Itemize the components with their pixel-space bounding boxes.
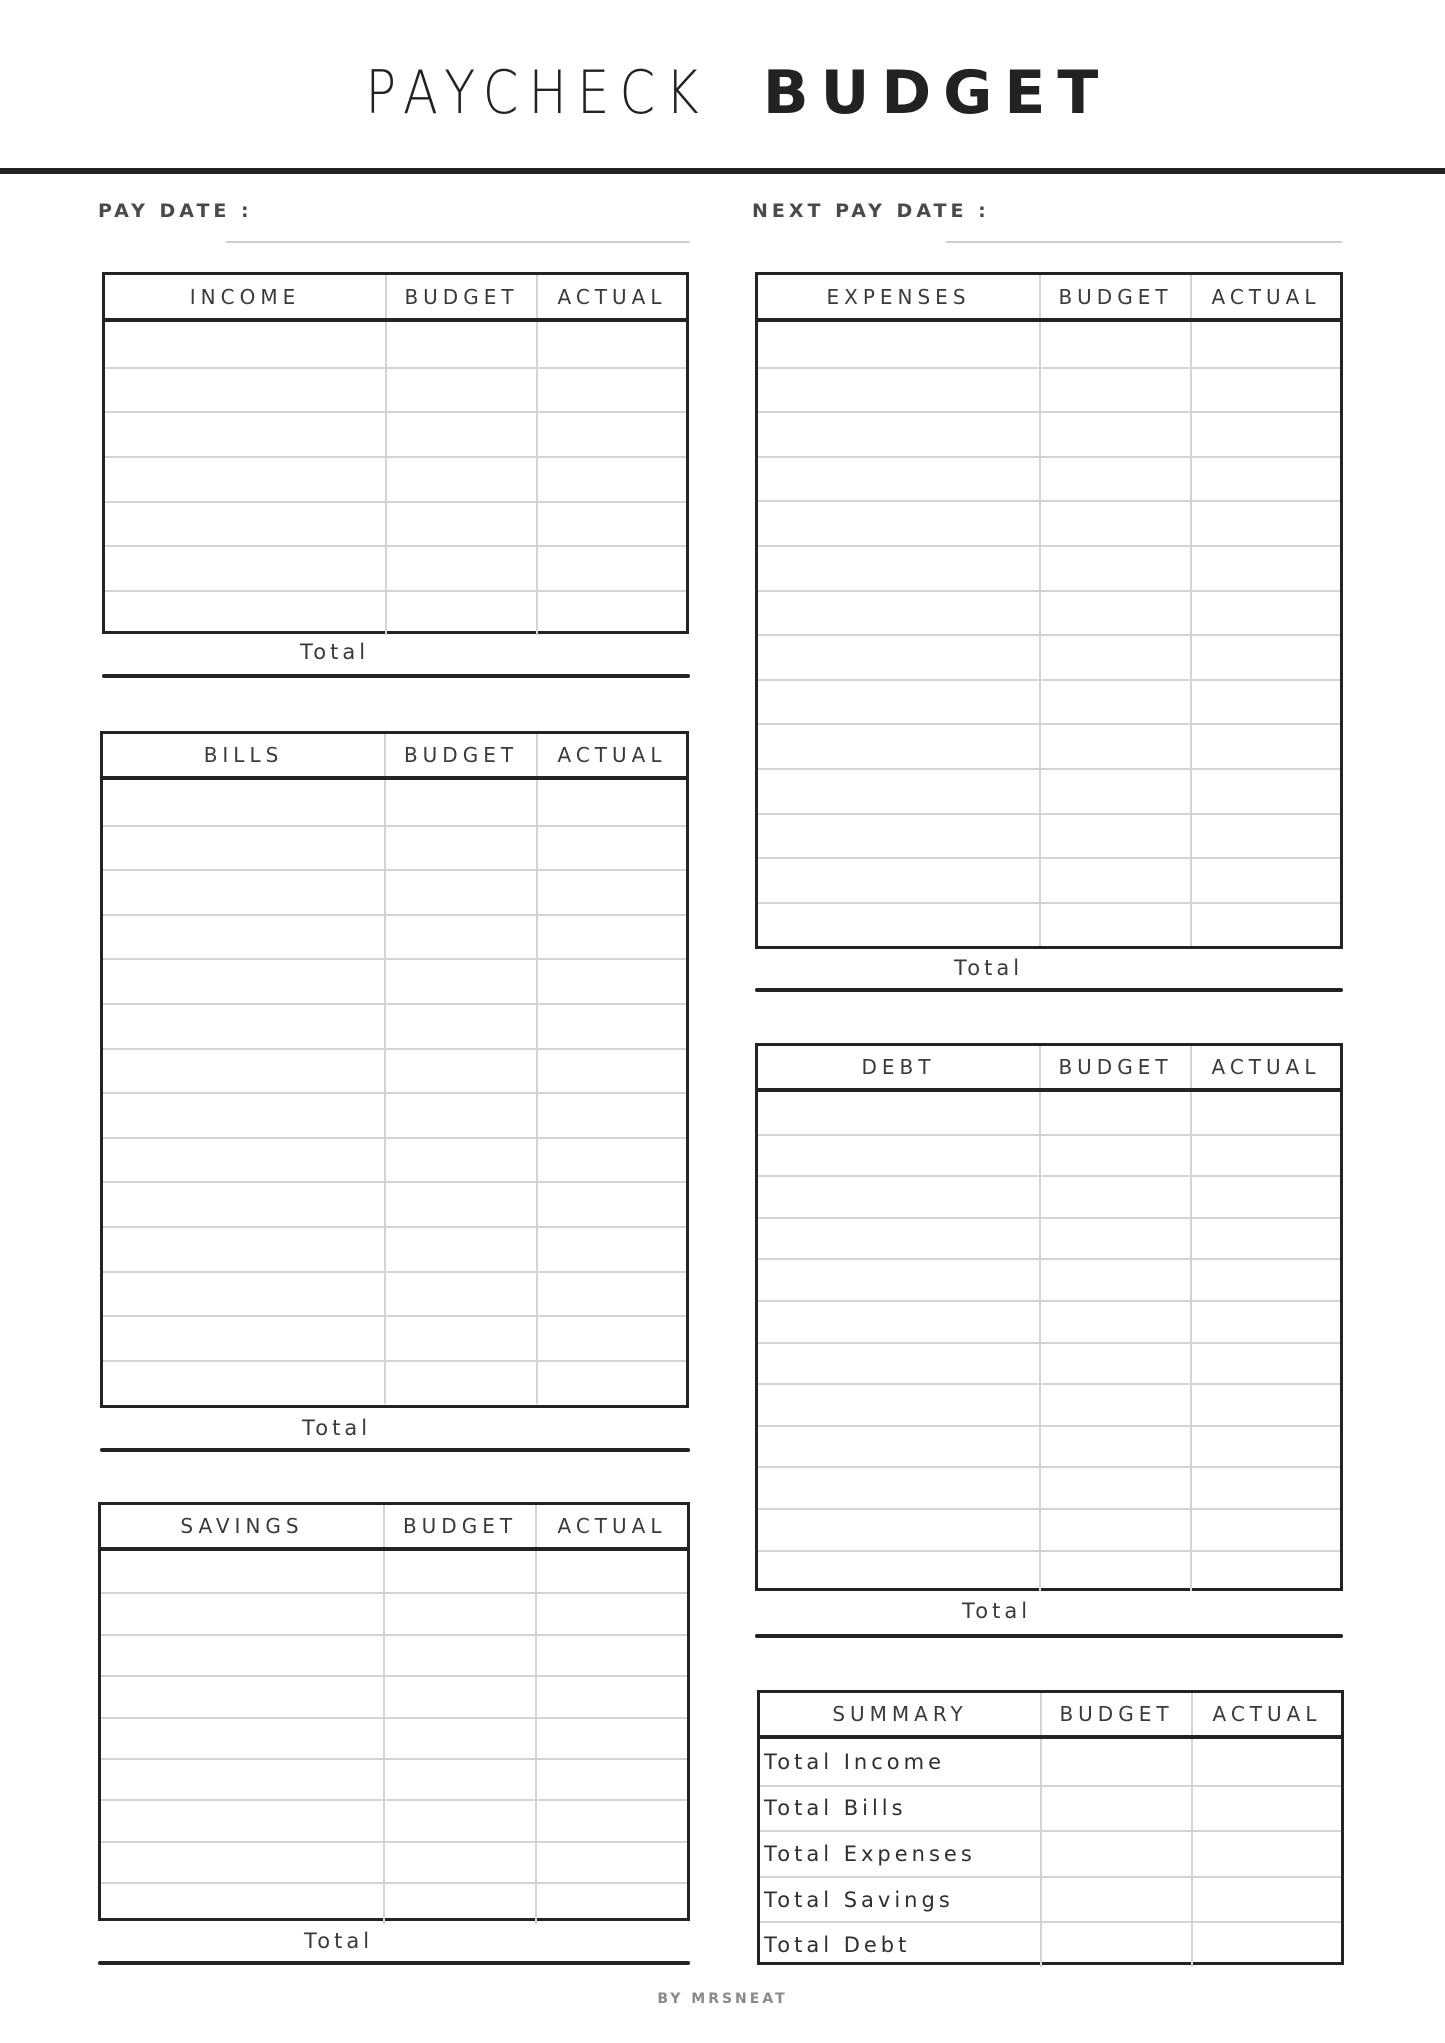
summary-row-label: Total Income [764,1749,945,1774]
summary-column-header: SUMMARY [832,1702,968,1726]
budget-column-header: BUDGET [1040,1693,1191,1735]
summary-row-label: Total Expenses [764,1841,976,1866]
income-item-cell[interactable] [105,413,385,456]
budget-column-header: BUDGET [1039,1046,1190,1088]
budget-cell[interactable] [384,1362,536,1405]
actual-cell[interactable] [1191,1832,1341,1876]
actual-cell[interactable] [1190,725,1340,768]
bills-item-cell[interactable] [103,1317,384,1360]
budget-cell[interactable] [1039,770,1190,813]
budget-cell[interactable] [383,1843,535,1882]
bills-table [100,731,689,1408]
bills-item-cell[interactable] [103,1273,384,1316]
actual-cell[interactable] [535,1636,687,1675]
table-row [103,1360,686,1405]
actual-cell[interactable] [536,1139,686,1182]
budget-cell[interactable] [384,1050,536,1093]
expenses-item-cell[interactable] [758,815,1039,858]
actual-cell[interactable] [536,1183,686,1226]
actual-cell[interactable] [1190,1552,1340,1592]
savings-total-label: Total [304,1929,374,1953]
bills-item-cell[interactable] [103,960,384,1003]
table-row [758,1092,1340,1134]
page-title [0,58,1445,128]
savings-item-cell[interactable] [101,1884,383,1923]
title-divider [0,168,1445,174]
actual-cell[interactable] [536,1228,686,1271]
expenses-table [755,272,1343,949]
table-row [758,1383,1340,1425]
table-row [103,1226,686,1271]
table-row [758,1508,1340,1550]
footer-credit: BY MRSNEAT [657,1991,788,2007]
debt-item-cell[interactable] [758,1344,1039,1384]
table-row [105,590,686,635]
bills-item-cell[interactable] [103,871,384,914]
expenses-total-field[interactable] [755,988,1343,992]
table-row [760,1785,1341,1831]
table-row [101,1882,687,1923]
actual-cell[interactable] [536,1273,686,1316]
income-item-cell[interactable] [105,592,385,635]
budget-cell[interactable] [1039,1510,1190,1550]
actual-cell[interactable] [1190,1177,1340,1217]
actual-cell[interactable] [1190,681,1340,724]
budget-cell[interactable] [384,827,536,870]
table-row [758,857,1340,902]
budget-cell[interactable] [383,1551,535,1592]
expenses-total-label: Total [954,956,1024,980]
table-row [760,1830,1341,1876]
next-pay-date-field[interactable] [946,241,1342,243]
budget-cell[interactable] [384,1094,536,1137]
budget-cell[interactable] [384,1228,536,1271]
income-item-cell[interactable] [105,547,385,590]
table-row [758,1550,1340,1592]
table-row [758,456,1340,501]
actual-cell[interactable] [536,592,686,635]
table-row [103,1048,686,1093]
bills-total-label: Total [302,1416,372,1440]
debt-item-cell[interactable] [758,1177,1039,1217]
budget-cell[interactable] [1039,636,1190,679]
bills-column-header: BILLS [203,743,284,767]
bills-item-cell[interactable] [103,780,384,825]
savings-item-cell[interactable] [101,1636,383,1675]
budget-cell[interactable] [1040,1923,1191,1967]
actual-cell[interactable] [1190,1260,1340,1300]
actual-cell[interactable] [536,1317,686,1360]
table-row [760,1876,1341,1922]
next-pay-date-label: NEXT PAY DATE : [752,200,990,222]
actual-cell[interactable] [536,827,686,870]
expenses-item-cell[interactable] [758,904,1039,947]
budget-cell[interactable] [384,1317,536,1360]
actual-cell[interactable] [1190,1136,1340,1176]
table-row [103,1181,686,1226]
actual-cell[interactable] [536,503,686,546]
debt-item-cell[interactable] [758,1385,1039,1425]
actual-cell[interactable] [1190,1385,1340,1425]
budget-cell[interactable] [1039,681,1190,724]
expenses-item-cell[interactable] [758,458,1039,501]
actual-cell[interactable] [535,1719,687,1758]
income-item-cell[interactable] [105,503,385,546]
budget-column-header: BUDGET [383,1505,535,1547]
table-row [103,780,686,825]
actual-cell[interactable] [536,369,686,412]
actual-cell[interactable] [1190,636,1340,679]
income-total-field[interactable] [102,674,690,678]
table-row [758,1217,1340,1259]
budget-cell[interactable] [1039,502,1190,545]
table-row [758,813,1340,858]
budget-cell[interactable] [384,1183,536,1226]
budget-cell[interactable] [383,1801,535,1840]
actual-cell[interactable] [536,1094,686,1137]
income-table-header [105,275,686,322]
debt-item-cell[interactable] [758,1510,1039,1550]
debt-item-cell[interactable] [758,1092,1039,1134]
debt-item-cell[interactable] [758,1136,1039,1176]
actual-cell[interactable] [1190,413,1340,456]
actual-cell[interactable] [536,413,686,456]
summary-table-header [760,1693,1341,1739]
income-item-cell[interactable] [105,458,385,501]
actual-cell[interactable] [536,916,686,959]
budget-cell[interactable] [1039,1219,1190,1259]
savings-table-header [101,1505,687,1551]
debt-table-body [758,1092,1340,1591]
debt-item-cell[interactable] [758,1219,1039,1259]
savings-item-cell[interactable] [101,1801,383,1840]
budget-cell[interactable] [383,1677,535,1716]
budget-cell[interactable] [1039,1427,1190,1467]
income-total-label: Total [300,640,370,664]
table-row [103,869,686,914]
expenses-table-body [758,322,1340,946]
bills-item-cell[interactable] [103,827,384,870]
expenses-table-header [758,275,1340,322]
expenses-item-cell[interactable] [758,681,1039,724]
budget-cell[interactable] [383,1884,535,1923]
table-row [758,367,1340,412]
expenses-item-cell[interactable] [758,725,1039,768]
budget-cell[interactable] [1039,369,1190,412]
expenses-item-cell[interactable] [758,369,1039,412]
summary-table-body [760,1739,1341,1967]
budget-cell[interactable] [384,871,536,914]
actual-cell[interactable] [535,1760,687,1799]
table-row [105,456,686,501]
budget-cell[interactable] [1039,458,1190,501]
budget-cell[interactable] [1039,1344,1190,1384]
bills-item-cell[interactable] [103,1228,384,1271]
actual-cell[interactable] [1190,547,1340,590]
debt-total-label: Total [962,1599,1032,1623]
actual-cell[interactable] [535,1677,687,1716]
debt-table [755,1043,1343,1591]
debt-total-field[interactable] [755,1634,1343,1638]
budget-column-header: BUDGET [385,275,536,318]
budget-cell[interactable] [1039,815,1190,858]
actual-cell[interactable] [1190,322,1340,367]
savings-item-cell[interactable] [101,1551,383,1592]
actual-cell[interactable] [1190,859,1340,902]
actual-column-header: ACTUAL [535,1505,687,1547]
budget-cell[interactable] [1039,725,1190,768]
table-row [101,1675,687,1716]
budget-cell[interactable] [1039,322,1190,367]
table-row [758,1175,1340,1217]
table-row [103,825,686,870]
table-row [103,958,686,1003]
budget-cell[interactable] [383,1719,535,1758]
actual-cell[interactable] [1190,815,1340,858]
budget-column-header: BUDGET [1039,275,1190,318]
table-row [758,768,1340,813]
bills-item-cell[interactable] [103,1005,384,1048]
savings-table-body [101,1551,687,1924]
table-row [758,723,1340,768]
savings-item-cell[interactable] [101,1843,383,1882]
income-table [102,272,689,634]
budget-cell[interactable] [384,960,536,1003]
table-row [758,1466,1340,1508]
actual-cell[interactable] [536,547,686,590]
actual-cell[interactable] [1191,1878,1341,1922]
budget-cell[interactable] [1039,1302,1190,1342]
expenses-column-header: EXPENSES [826,284,971,309]
table-row [101,1551,687,1592]
expenses-item-cell[interactable] [758,592,1039,635]
actual-cell[interactable] [1190,502,1340,545]
actual-cell[interactable] [1191,1739,1341,1785]
actual-cell[interactable] [536,960,686,1003]
budget-cell[interactable] [384,1005,536,1048]
table-row [758,500,1340,545]
actual-cell[interactable] [1190,1092,1340,1134]
budget-cell[interactable] [1039,904,1190,947]
budget-cell[interactable] [385,592,536,635]
bills-item-cell[interactable] [103,1139,384,1182]
budget-cell[interactable] [384,1273,536,1316]
actual-cell[interactable] [535,1884,687,1923]
budget-cell[interactable] [1039,413,1190,456]
expenses-item-cell[interactable] [758,322,1039,367]
actual-cell[interactable] [1190,1427,1340,1467]
actual-cell[interactable] [1190,1344,1340,1384]
table-row [758,1425,1340,1467]
table-row [105,545,686,590]
budget-cell[interactable] [385,458,536,501]
budget-cell[interactable] [1039,1552,1190,1592]
actual-cell[interactable] [536,1050,686,1093]
actual-cell[interactable] [535,1594,687,1633]
actual-cell[interactable] [1191,1787,1341,1831]
pay-date-field[interactable] [226,241,690,243]
table-row [758,411,1340,456]
budget-cell[interactable] [384,1139,536,1182]
expenses-item-cell[interactable] [758,636,1039,679]
debt-column-header: DEBT [861,1055,936,1079]
table-row [758,545,1340,590]
summary-table [757,1690,1344,1965]
budget-cell[interactable] [384,780,536,825]
actual-column-header: ACTUAL [536,275,686,318]
debt-item-cell[interactable] [758,1302,1039,1342]
debt-item-cell[interactable] [758,1427,1039,1467]
actual-column-header: ACTUAL [536,734,686,776]
budget-cell[interactable] [385,322,536,367]
budget-cell[interactable] [1039,547,1190,590]
budget-cell[interactable] [383,1636,535,1675]
bills-total-field[interactable] [100,1448,690,1452]
expenses-item-cell[interactable] [758,770,1039,813]
debt-item-cell[interactable] [758,1260,1039,1300]
budget-cell[interactable] [383,1760,535,1799]
actual-column-header: ACTUAL [1190,1046,1340,1088]
savings-total-field[interactable] [98,1961,690,1965]
budget-cell[interactable] [385,547,536,590]
savings-item-cell[interactable] [101,1594,383,1633]
actual-cell[interactable] [1190,592,1340,635]
actual-column-header: ACTUAL [1190,275,1340,318]
actual-cell[interactable] [1190,1468,1340,1508]
actual-cell[interactable] [1190,1302,1340,1342]
budget-cell[interactable] [385,413,536,456]
budget-cell[interactable] [1040,1878,1191,1922]
table-row [101,1634,687,1675]
actual-cell[interactable] [1190,458,1340,501]
budget-cell[interactable] [1039,1468,1190,1508]
actual-cell[interactable] [536,458,686,501]
table-row [758,1258,1340,1300]
budget-cell[interactable] [1040,1787,1191,1831]
actual-cell[interactable] [536,1362,686,1405]
table-row [103,1137,686,1182]
pay-date-label: PAY DATE : [98,200,253,222]
budget-cell[interactable] [1039,592,1190,635]
savings-column-header: SAVINGS [180,1514,304,1538]
bills-item-cell[interactable] [103,1183,384,1226]
budget-cell[interactable] [1039,859,1190,902]
table-row [103,1271,686,1316]
actual-cell[interactable] [535,1801,687,1840]
budget-cell[interactable] [1040,1739,1191,1785]
budget-cell[interactable] [1039,1136,1190,1176]
debt-item-cell[interactable] [758,1552,1039,1592]
budget-cell[interactable] [1040,1832,1191,1876]
table-row [101,1717,687,1758]
table-row [758,1300,1340,1342]
budget-cell[interactable] [385,503,536,546]
savings-table [98,1502,690,1921]
table-row [105,501,686,546]
debt-table-header [758,1046,1340,1092]
table-row [101,1841,687,1882]
table-row [103,1092,686,1137]
actual-cell[interactable] [536,322,686,367]
actual-cell[interactable] [536,871,686,914]
actual-cell[interactable] [1190,904,1340,947]
bills-item-cell[interactable] [103,1094,384,1137]
table-row [758,322,1340,367]
budget-cell[interactable] [385,369,536,412]
table-row [758,1134,1340,1176]
table-row [103,1003,686,1048]
bills-table-body [103,780,686,1404]
budget-cell[interactable] [1039,1092,1190,1134]
table-row [103,914,686,959]
title-bold: BUDGET [762,58,1111,128]
table-row [758,634,1340,679]
title-light: PAYCHECK [364,58,709,128]
table-row [101,1799,687,1840]
bills-item-cell[interactable] [103,1050,384,1093]
actual-cell[interactable] [1190,1219,1340,1259]
actual-cell[interactable] [536,1005,686,1048]
table-row [758,902,1340,947]
actual-cell[interactable] [535,1843,687,1882]
summary-row-label: Total Savings [764,1887,954,1912]
summary-row-label: Total Bills [764,1796,907,1821]
income-item-cell[interactable] [105,322,385,367]
actual-cell[interactable] [1191,1923,1341,1967]
actual-cell[interactable] [536,780,686,825]
budget-cell[interactable] [1039,1177,1190,1217]
income-table-body [105,322,686,635]
actual-cell[interactable] [535,1551,687,1592]
expenses-item-cell[interactable] [758,859,1039,902]
table-row [105,322,686,367]
actual-cell[interactable] [1190,369,1340,412]
budget-cell[interactable] [1039,1260,1190,1300]
income-item-cell[interactable] [105,369,385,412]
expenses-item-cell[interactable] [758,413,1039,456]
table-row [760,1921,1341,1967]
expenses-item-cell[interactable] [758,502,1039,545]
bills-item-cell[interactable] [103,916,384,959]
table-row [103,1315,686,1360]
table-row [105,367,686,412]
table-row [101,1758,687,1799]
budget-cell[interactable] [384,916,536,959]
bills-table-header [103,734,686,780]
table-row [105,411,686,456]
savings-item-cell[interactable] [101,1719,383,1758]
actual-cell[interactable] [1190,1510,1340,1550]
income-column-header: INCOME [189,284,301,309]
table-row [101,1592,687,1633]
bills-item-cell[interactable] [103,1362,384,1405]
savings-item-cell[interactable] [101,1677,383,1716]
actual-column-header: ACTUAL [1191,1693,1341,1735]
budget-cell[interactable] [383,1594,535,1633]
table-row [758,1342,1340,1384]
expenses-item-cell[interactable] [758,547,1039,590]
table-row [758,679,1340,724]
budget-column-header: BUDGET [384,734,536,776]
debt-item-cell[interactable] [758,1468,1039,1508]
table-row [758,590,1340,635]
summary-row-label: Total Debt [764,1933,911,1958]
budget-cell[interactable] [1039,1385,1190,1425]
actual-cell[interactable] [1190,770,1340,813]
table-row [760,1739,1341,1785]
savings-item-cell[interactable] [101,1760,383,1799]
